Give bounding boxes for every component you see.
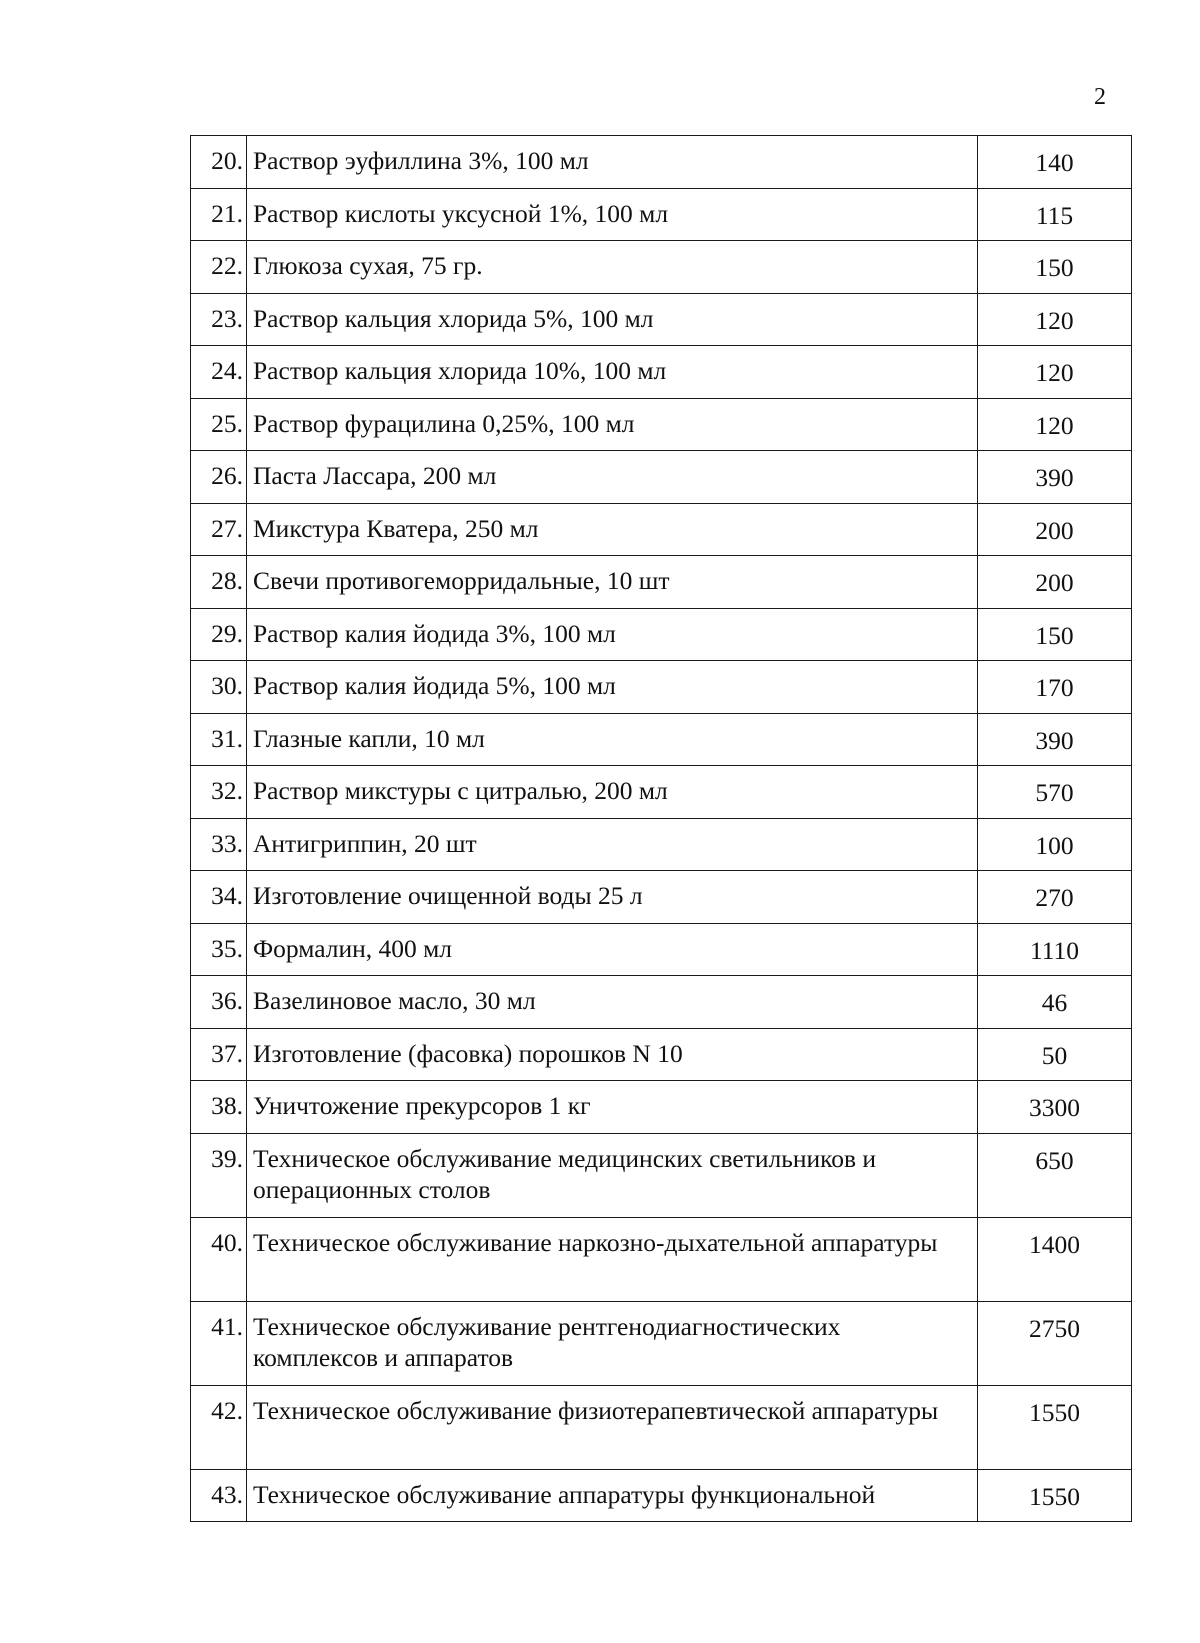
item-price: 50 bbox=[978, 1028, 1132, 1081]
table-row bbox=[191, 556, 1132, 609]
row-number: 20. bbox=[191, 136, 247, 189]
item-price: 650 bbox=[978, 1133, 1132, 1217]
row-number: 37. bbox=[191, 1028, 247, 1081]
item-name: Раствор эуфиллина 3%, 100 мл bbox=[247, 136, 978, 189]
table-row bbox=[191, 1217, 1132, 1301]
item-name: Изготовление очищенной воды 25 л bbox=[247, 871, 978, 924]
item-price: 120 bbox=[978, 346, 1132, 399]
table-row bbox=[191, 713, 1132, 766]
item-price: 120 bbox=[978, 398, 1132, 451]
item-name: Техническое обслуживание наркозно-дыхательной аппаратуры bbox=[247, 1217, 978, 1301]
row-number: 33. bbox=[191, 818, 247, 871]
item-price: 150 bbox=[978, 608, 1132, 661]
row-number: 31. bbox=[191, 713, 247, 766]
item-name: Микстура Кватера, 250 мл bbox=[247, 503, 978, 556]
item-price: 1550 bbox=[978, 1385, 1132, 1469]
table-row bbox=[191, 661, 1132, 714]
row-number: 43. bbox=[191, 1469, 247, 1521]
row-number: 28. bbox=[191, 556, 247, 609]
table-row bbox=[191, 1469, 1132, 1521]
item-name: Уничтожение прекурсоров 1 кг bbox=[247, 1081, 978, 1134]
row-number: 23. bbox=[191, 293, 247, 346]
item-name: Антигриппин, 20 шт bbox=[247, 818, 978, 871]
row-number: 42. bbox=[191, 1385, 247, 1469]
item-name: Вазелиновое масло, 30 мл bbox=[247, 976, 978, 1029]
table-row bbox=[191, 503, 1132, 556]
item-name: Техническое обслуживание аппаратуры функциональной bbox=[247, 1469, 978, 1521]
table-row bbox=[191, 188, 1132, 241]
table-row bbox=[191, 398, 1132, 451]
item-price: 200 bbox=[978, 556, 1132, 609]
row-number: 34. bbox=[191, 871, 247, 924]
table-row bbox=[191, 1081, 1132, 1134]
item-price: 170 bbox=[978, 661, 1132, 714]
item-price: 570 bbox=[978, 766, 1132, 819]
item-price: 390 bbox=[978, 713, 1132, 766]
item-price: 150 bbox=[978, 241, 1132, 294]
item-name: Раствор калия йодида 5%, 100 мл bbox=[247, 661, 978, 714]
item-name: Техническое обслуживание рентгенодиагностических комплексов и аппаратов bbox=[247, 1301, 978, 1385]
row-number: 38. bbox=[191, 1081, 247, 1134]
item-name: Паста Лассара, 200 мл bbox=[247, 451, 978, 504]
item-price: 140 bbox=[978, 136, 1132, 189]
row-number: 24. bbox=[191, 346, 247, 399]
item-price: 2750 bbox=[978, 1301, 1132, 1385]
item-price: 115 bbox=[978, 188, 1132, 241]
row-number: 21. bbox=[191, 188, 247, 241]
row-number: 41. bbox=[191, 1301, 247, 1385]
table-row bbox=[191, 1133, 1132, 1217]
item-price: 46 bbox=[978, 976, 1132, 1029]
item-name: Раствор микстуры с цитралью, 200 мл bbox=[247, 766, 978, 819]
item-price: 1400 bbox=[978, 1217, 1132, 1301]
table-row bbox=[191, 923, 1132, 976]
row-number: 36. bbox=[191, 976, 247, 1029]
item-price: 3300 bbox=[978, 1081, 1132, 1134]
table-row bbox=[191, 871, 1132, 924]
item-price: 390 bbox=[978, 451, 1132, 504]
item-name: Свечи противогеморридальные, 10 шт bbox=[247, 556, 978, 609]
row-number: 39. bbox=[191, 1133, 247, 1217]
item-price: 100 bbox=[978, 818, 1132, 871]
table-row bbox=[191, 451, 1132, 504]
table-row bbox=[191, 346, 1132, 399]
item-name: Глазные капли, 10 мл bbox=[247, 713, 978, 766]
row-number: 29. bbox=[191, 608, 247, 661]
row-number: 25. bbox=[191, 398, 247, 451]
item-price: 1110 bbox=[978, 923, 1132, 976]
row-number: 26. bbox=[191, 451, 247, 504]
table-row bbox=[191, 1301, 1132, 1385]
item-price: 270 bbox=[978, 871, 1132, 924]
row-number: 22. bbox=[191, 241, 247, 294]
table-row bbox=[191, 818, 1132, 871]
item-name: Раствор фурацилина 0,25%, 100 мл bbox=[247, 398, 978, 451]
row-number: 40. bbox=[191, 1217, 247, 1301]
table-row bbox=[191, 1028, 1132, 1081]
item-name: Глюкоза сухая, 75 гр. bbox=[247, 241, 978, 294]
page-number: 2 bbox=[1094, 84, 1106, 110]
table-row bbox=[191, 766, 1132, 819]
row-number: 32. bbox=[191, 766, 247, 819]
item-name: Раствор кальция хлорида 10%, 100 мл bbox=[247, 346, 978, 399]
price-table bbox=[190, 135, 1132, 1522]
item-name: Раствор калия йодида 3%, 100 мл bbox=[247, 608, 978, 661]
item-name: Изготовление (фасовка) порошков N 10 bbox=[247, 1028, 978, 1081]
table-row bbox=[191, 608, 1132, 661]
item-name: Раствор кальция хлорида 5%, 100 мл bbox=[247, 293, 978, 346]
item-name: Формалин, 400 мл bbox=[247, 923, 978, 976]
table-row bbox=[191, 293, 1132, 346]
table-row bbox=[191, 976, 1132, 1029]
table-row bbox=[191, 241, 1132, 294]
item-price: 1550 bbox=[978, 1469, 1132, 1521]
item-name: Раствор кислоты уксусной 1%, 100 мл bbox=[247, 188, 978, 241]
item-price: 120 bbox=[978, 293, 1132, 346]
item-name: Техническое обслуживание медицинских светильников и операционных столов bbox=[247, 1133, 978, 1217]
table-row bbox=[191, 136, 1132, 189]
item-name: Техническое обслуживание физиотерапевтической аппаратуры bbox=[247, 1385, 978, 1469]
item-price: 200 bbox=[978, 503, 1132, 556]
row-number: 30. bbox=[191, 661, 247, 714]
table-row bbox=[191, 1385, 1132, 1469]
row-number: 27. bbox=[191, 503, 247, 556]
row-number: 35. bbox=[191, 923, 247, 976]
